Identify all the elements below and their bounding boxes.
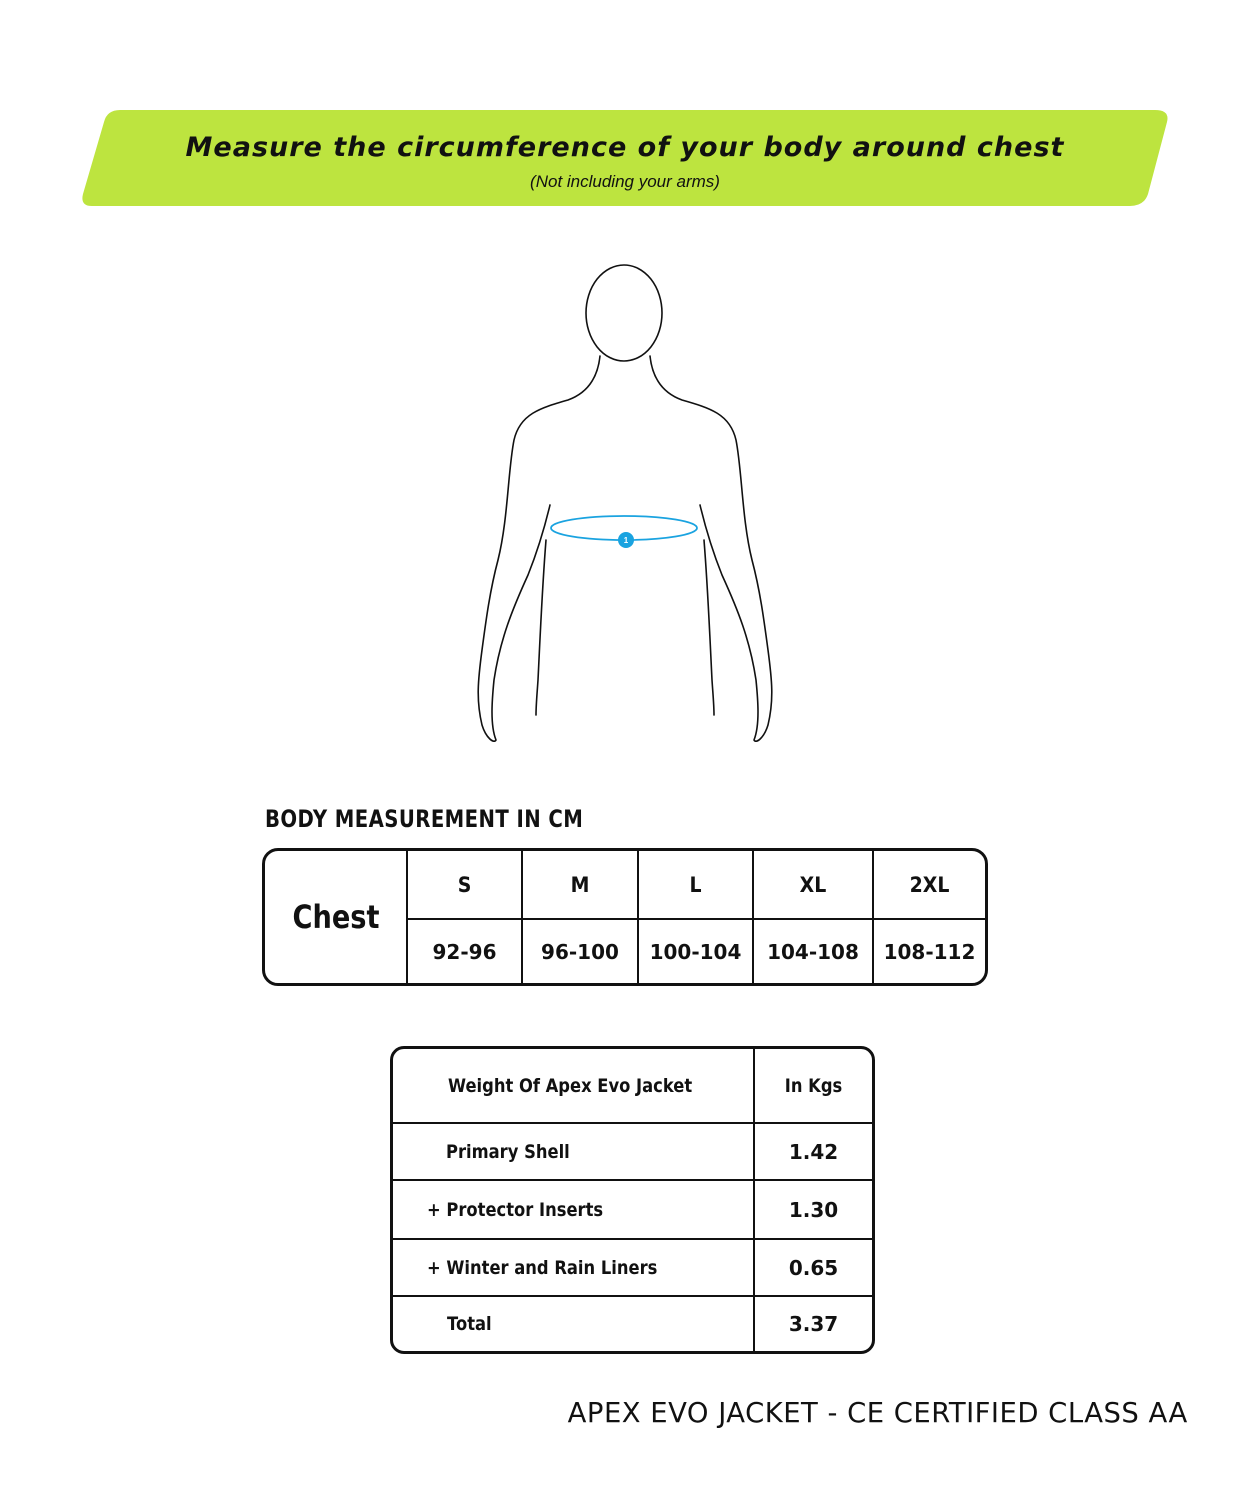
size-header-s: S [457,872,472,897]
banner-title: Measure the circumference of your body around chest [185,132,1065,163]
size-header-2xl: 2XL [909,872,950,897]
size-header-l: L [689,872,702,897]
left-torso-outline [536,540,546,715]
right-torso-outline [704,540,714,715]
chest-range-m: 96-100 [541,939,619,964]
weight-row-label: + Winter and Rain Liners [427,1256,658,1279]
chest-range-xl: 104-108 [767,939,859,964]
chest-range-2xl: 108-112 [883,939,976,964]
chest-marker-label: 1 [623,536,629,545]
size-chart-heading: BODY MEASUREMENT IN CM [265,805,584,833]
weight-row-value: 1.30 [788,1197,839,1222]
banner-subtitle: (Not including your arms) [530,172,720,191]
weight-total-value: 3.37 [788,1312,839,1336]
weight-table [390,1046,875,1354]
weight-header-label: Weight Of Apex Evo Jacket [448,1074,693,1097]
weight-header-unit: In Kgs [784,1074,843,1097]
right-body-outline [650,356,772,741]
weight-row-value: 0.65 [788,1255,839,1280]
weight-total-label: Total [447,1313,492,1335]
chest-range-s: 92-96 [432,939,497,964]
size-chart-table [262,848,988,986]
product-title: APEX EVO JACKET - CE CERTIFIED CLASS AA [567,1396,1188,1429]
chest-row-label: Chest [292,898,380,936]
left-body-outline [478,356,600,741]
weight-row-label: Primary Shell [446,1140,570,1163]
weight-row-value: 1.42 [788,1139,839,1164]
head-outline [586,265,662,361]
size-header-xl: XL [799,872,827,897]
size-header-m: M [570,872,590,897]
chest-range-l: 100-104 [649,939,742,964]
weight-row-label: + Protector Inserts [427,1198,604,1221]
